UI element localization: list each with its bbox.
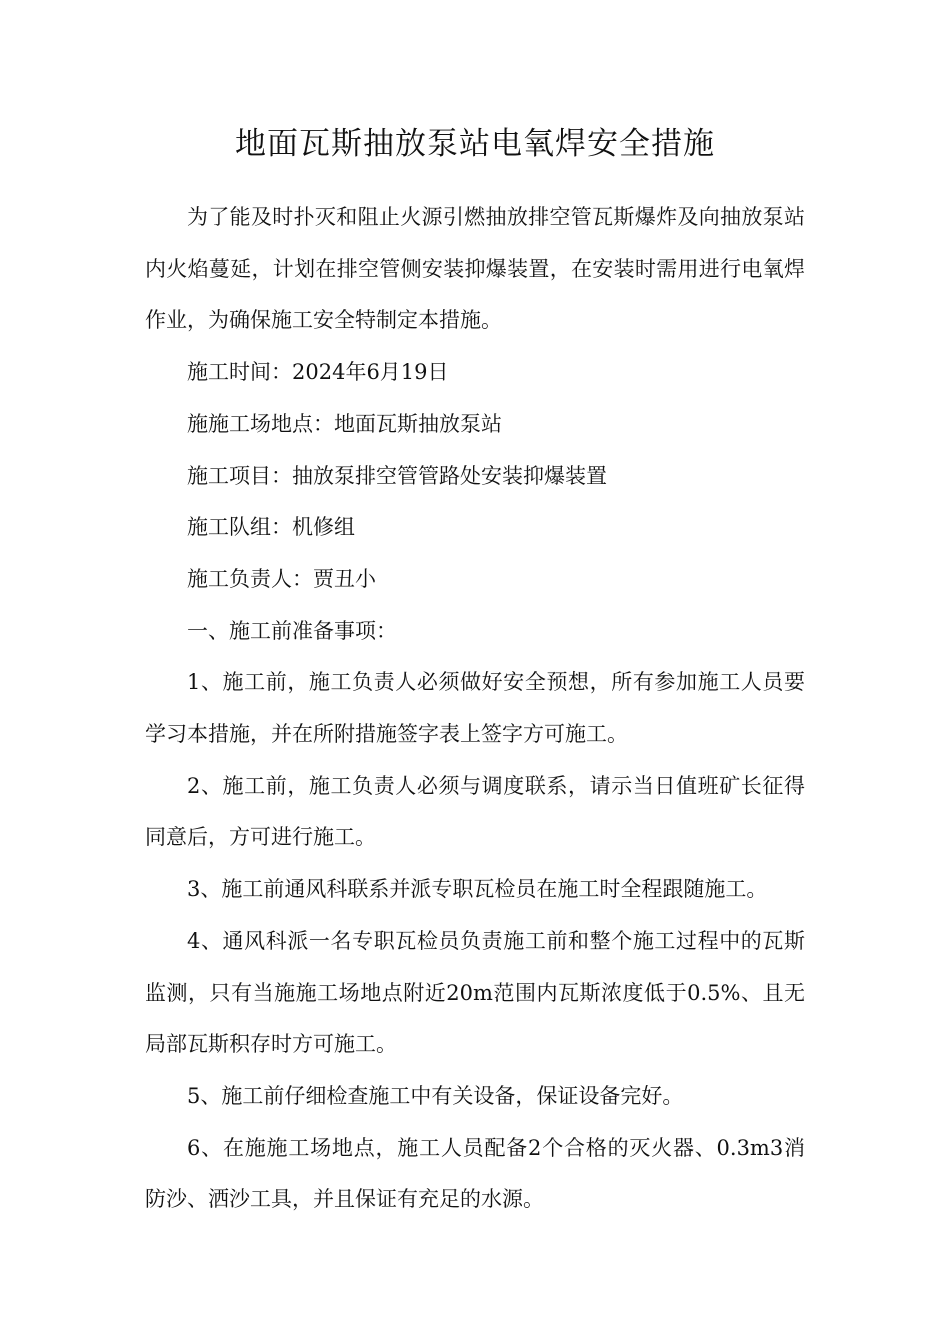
list-item-2: 2、施工前，施工负责人必须与调度联系，请示当日值班矿长征得同意后，方可进行施工。: [145, 773, 805, 850]
document-title: 地面瓦斯抽放泵站电氧焊安全措施: [235, 126, 715, 162]
list-item-4: 4、通风科派一名专职瓦检员负责施工前和整个施工过程中的瓦斯监测，只有当施施工场地点附近20m范围内瓦斯浓度低于0.5%、且无局部瓦斯积存时方可施工。: [145, 928, 805, 1057]
paragraph-construction-site: 施施工场地点：地面瓦斯抽放泵站: [187, 411, 502, 436]
list-item-5: 5、施工前仔细检查施工中有关设备，保证设备完好。: [187, 1083, 684, 1108]
paragraph-construction-team: 施工队组：机修组: [187, 515, 355, 540]
list-item-1: 1、施工前，施工负责人必须做好安全预想，所有参加施工人员要学习本措施，并在所附措施签字表上签字方可施工。: [145, 670, 805, 747]
list-item-3: 3、施工前通风科联系并派专职瓦检员在施工时全程跟随施工。: [187, 877, 768, 902]
list-item-6: 6、在施施工场地点，施工人员配备2个合格的灭火器、0.3m3消防沙、洒沙工具，并且保证有充足的水源。: [145, 1135, 805, 1212]
paragraph-construction-project: 施工项目：抽放泵排空管管路处安装抑爆装置: [187, 463, 607, 488]
document-body: [145, 192, 805, 1226]
paragraph-construction-time: 施工时间：2024年6月19日: [187, 360, 449, 385]
paragraph-intro: 为了能及时扑灭和阻止火源引燃抽放排空管瓦斯爆炸及向抽放泵站内火焰蔓延，计划在排空管侧安装抑爆装置，在安装时需用进行电氧焊作业，为确保施工安全特制定本措施。: [145, 205, 805, 333]
section-heading-preparation: 一、施工前准备事项：: [187, 618, 397, 643]
paragraph-person-in-charge: 施工负责人：贾丑小: [187, 566, 376, 591]
